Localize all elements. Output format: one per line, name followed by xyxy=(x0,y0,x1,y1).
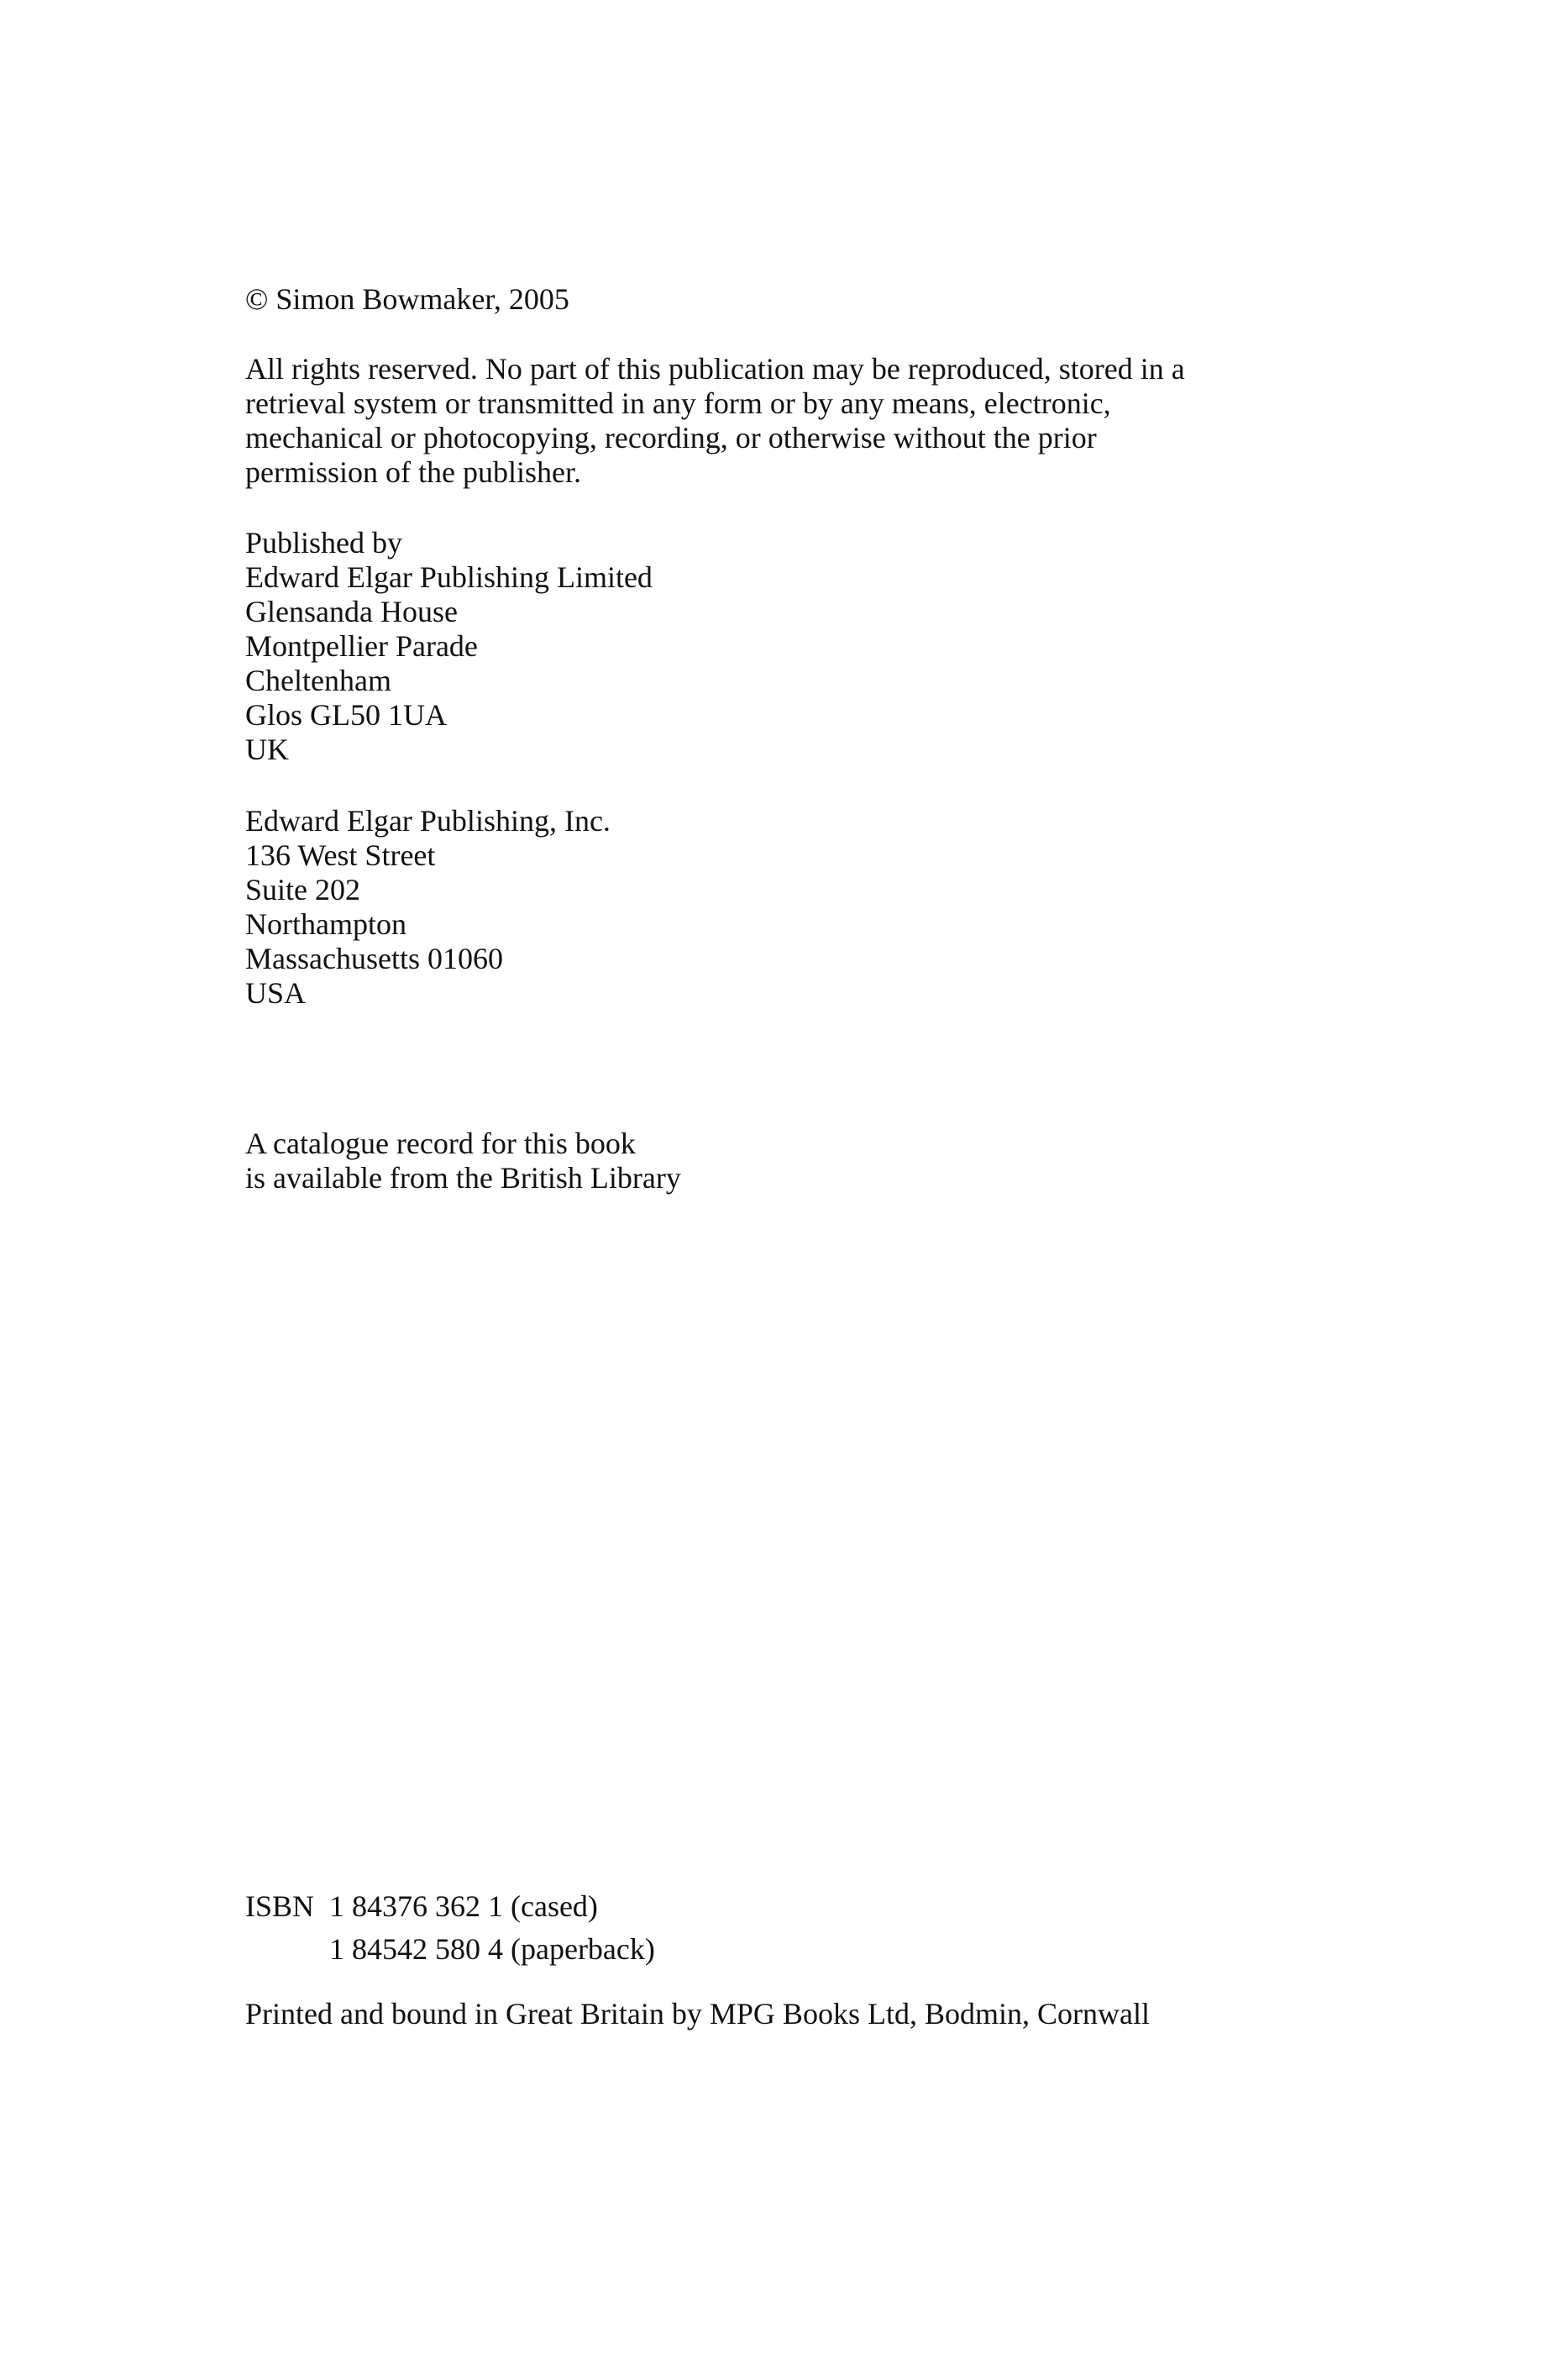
address-line: Suite 202 xyxy=(245,873,361,906)
rights-line: mechanical or photocopying, recording, or otherwise without the prior xyxy=(245,421,1097,454)
address-line: Glos GL50 1UA xyxy=(245,698,447,732)
printer-statement xyxy=(245,1997,1150,2031)
isbn-label: ISBN xyxy=(245,1889,315,1923)
address-line: 136 West Street xyxy=(245,838,436,872)
address-line: Massachusetts 01060 xyxy=(245,942,503,975)
rights-line: permission of the publisher. xyxy=(245,455,581,489)
address-line: Montpellier Parade xyxy=(245,629,478,663)
isbn-paperback: 1 84542 580 4 (paperback) xyxy=(329,1932,655,1966)
rights-statement xyxy=(245,352,1185,490)
isbn-cased: 1 84376 362 1 (cased) xyxy=(329,1889,598,1923)
isbn-paperback-row xyxy=(245,1928,655,1971)
publisher-name: Edward Elgar Publishing, Inc. xyxy=(245,804,611,838)
rights-line: All rights reserved. No part of this publication may be reproduced, stored in a xyxy=(245,352,1185,386)
catalogue-line: is available from the British Library xyxy=(245,1161,681,1195)
isbn-cased-row xyxy=(245,1885,655,1928)
isbn-block xyxy=(245,1885,655,1971)
us-publisher-address xyxy=(245,804,611,1011)
address-line: Northampton xyxy=(245,907,406,941)
copyright-line: © Simon Bowmaker, 2005 xyxy=(245,282,569,316)
copyright-notice xyxy=(245,282,569,317)
printer-line: Printed and bound in Great Britain by MPG Books Ltd, Bodmin, Cornwall xyxy=(245,1997,1150,2031)
catalogue-record-note xyxy=(245,1127,681,1195)
address-country: UK xyxy=(245,733,289,766)
address-country: USA xyxy=(245,976,307,1010)
isbn-indent xyxy=(245,1928,329,1971)
address-line: Glensanda House xyxy=(245,595,458,628)
address-line: Cheltenham xyxy=(245,664,391,697)
uk-publisher-address xyxy=(245,526,653,767)
publisher-name: Edward Elgar Publishing Limited xyxy=(245,560,653,594)
published-by-label: Published by xyxy=(245,526,403,560)
rights-line: retrieval system or transmitted in any form or by any means, electronic, xyxy=(245,386,1111,420)
catalogue-line: A catalogue record for this book xyxy=(245,1127,636,1160)
